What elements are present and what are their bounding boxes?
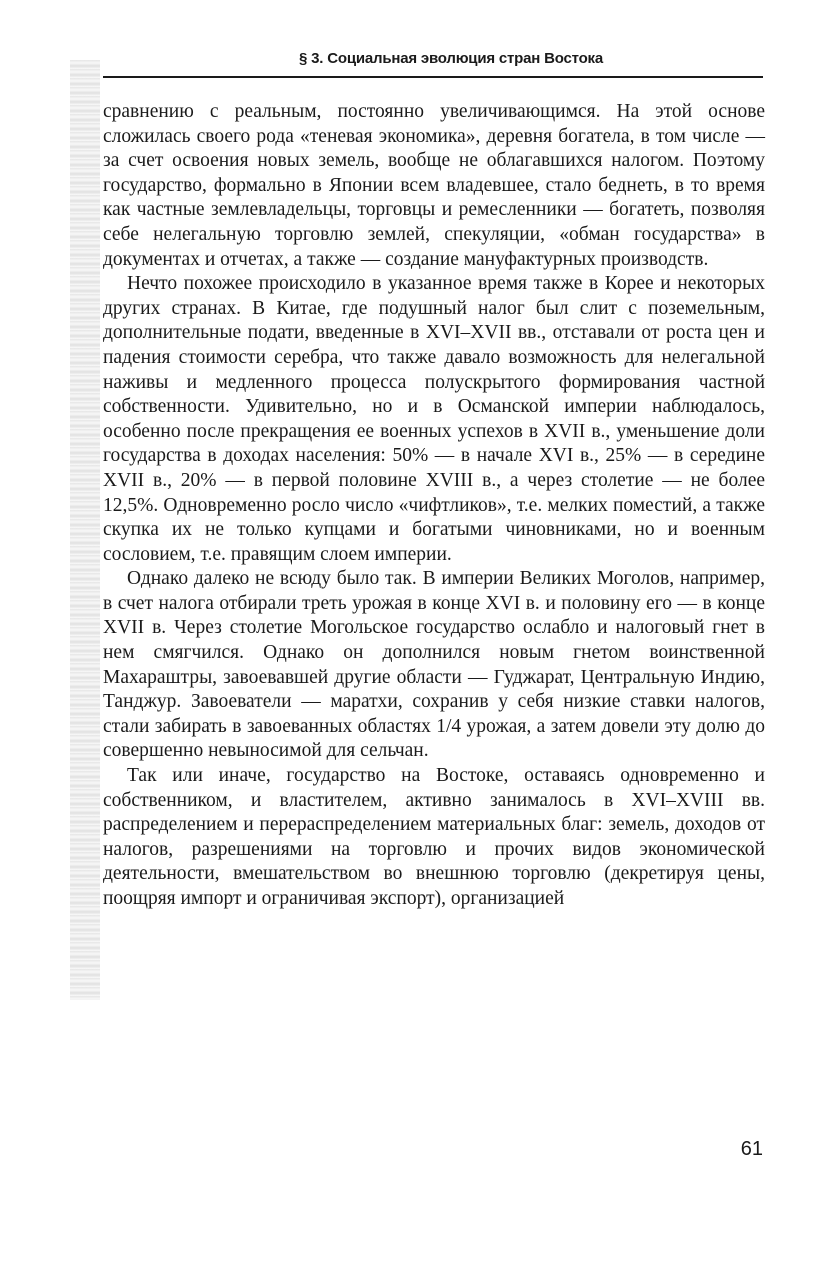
scan-shadow-edge xyxy=(70,60,100,1000)
paragraph-1: сравнению с реальным, постоянно увеличивающимся. На этой основе сложилась своего рода «теневая экономика», деревня богатела, в том числе — за счет освоения новых земель, вообще не облагавшихся налогом. Поэтому государство, формально в Японии всем владевшее, стало беднеть, в то время как частные землевладельцы, торговцы и ремесленники — богатеть, позволяя себе нелегальную торговлю землей, спекуляции, «обман государства» в документах и отчетах, а также — создание мануфактурных производств. xyxy=(103,101,765,270)
page-number: 61 xyxy=(740,1138,763,1160)
body-text xyxy=(103,100,765,912)
paragraph-2: Нечто похожее происходило в указанное время также в Корее и некоторых других странах. В Китае, где подушный налог был слит с поземельным, дополнительные подати, введенные в XVI–XVII вв., отставали от роста цен и падения стоимости серебра, что также давало возможность для нелегальной наживы и медленного процесса полускрытого формирования частной собственности. Удивительно, но и в Османской империи наблюдалось, особенно после прекращения ее военных успехов в XVII в., уменьшение доли государства в доходах населения: 50% — в начале XVI в., 25% — в середине XVII в., 20% — в первой половине XVIII в., а через столетие — не более 12,5%. Одновременно росло число «чифтликов», т.е. мелких поместий, а также скупка их не только купцами и богатыми чиновниками, но и военным сословием, т.е. правящим слоем империи. xyxy=(103,273,765,565)
paragraph-4: Так или иначе, государство на Востоке, оставаясь одновременно и собственником, и властителем, активно занималось в XVI–XVIII вв. распределением и перераспределением материальных благ: земель, доходов от налогов, разрешениями на торговлю и прочих видов экономической деятельности, вмешательством во внешнюю торговлю (декретируя цены, поощряя импорт и ограничивая экспорт), организацией xyxy=(103,765,765,909)
paragraph-3: Однако далеко не всюду было так. В империи Великих Моголов, например, в счет налога отбирали треть урожая в конце XVI в. и половину его — в конце XVII в. Через столетие Могольское государство ослабло и налоговый гнет в нем смягчился. Однако он дополнился новым гнетом воинственной Махараштры, завоевавшей другие области — Гуджарат, Центральную Индию, Танджур. Завоеватели — маратхи, сохранив у себя низкие ставки налогов, стали забирать в завоеванных областях 1/4 урожая, а затем довели эту долю до совершенно невыносимой для сельчан. xyxy=(103,568,765,762)
section-title: § 3. Социальная эволюция стран Востока xyxy=(299,50,603,67)
running-header xyxy=(103,46,763,78)
